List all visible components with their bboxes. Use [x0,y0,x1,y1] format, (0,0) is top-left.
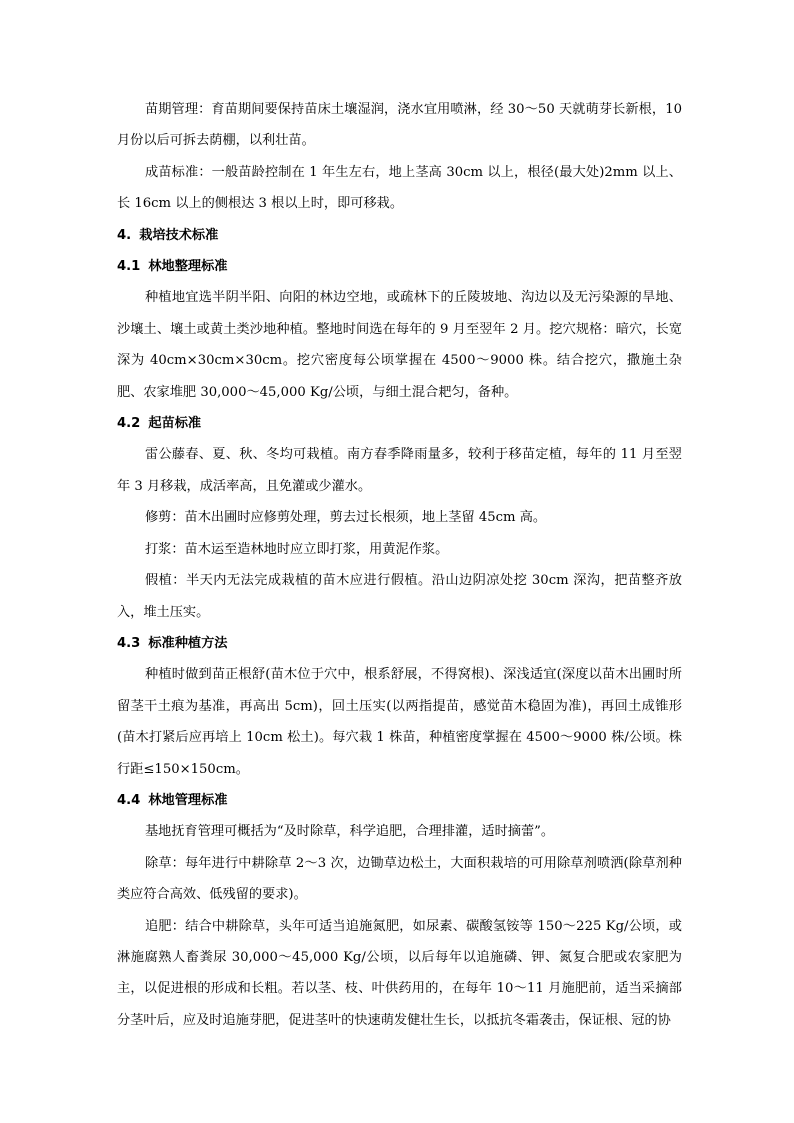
document-body [117,94,682,1036]
section-heading [117,220,682,251]
paragraph: 种植地宜选半阴半阳、向阳的林边空地，或疏林下的丘陵坡地、沟边以及无污染源的旱地、沙壤土、壤土或黄土类沙地种植。整地时间选在每年的 9 月至翌年 2 月。挖穴规格：暗穴，长宽深为 40cm×30cm×30cm。挖穴密度每公顷掌握在 4500～9000 株。结合挖穴，撒施土杂肥、农家堆肥 30,000～45,000 Kg/公顷，与细土混合耙匀，备种。 [117,290,682,400]
paragraph: 除草：每年进行中耕除草 2～3 次，边锄草边松土，大面积栽培的可用除草剂喷洒(除草剂种类应符合高效、低残留的要求)。 [117,855,682,903]
subsection-heading [117,408,682,439]
paragraph: 苗期管理：育苗期间要保持苗床土壤湿润，浇水宜用喷淋，经 30～50 天就萌芽长新根，10 月份以后可拆去荫棚，以利壮苗。 [117,102,682,149]
section-title: 林地管理标准 [148,792,228,808]
subsection-heading [117,785,682,816]
section-number: 4. [117,227,132,243]
section-number: 4.4 [117,792,141,808]
paragraph: 假植：半天内无法完成栽植的苗木应进行假植。沿山边阴凉处挖 30cm 深沟，把苗整齐放入，堆土压实。 [117,573,682,620]
paragraph: 打浆：苗木运至造林地时应立即打浆，用黄泥作浆。 [145,541,449,557]
section-number: 4.3 [117,635,141,651]
section-title: 起苗标准 [148,416,202,432]
paragraph: 雷公藤春、夏、秋、冬均可栽植。南方春季降雨量多，较利于移苗定植，每年的 11 月至翌年 3 月移栽，成活率高，且免灌或少灌水。 [117,447,682,494]
subsection-heading [117,628,682,659]
section-title: 林地整理标准 [148,259,228,275]
section-title: 栽培技术标准 [139,227,219,243]
paragraph: 种植时做到苗正根舒(苗木位于穴中，根系舒展，不得窝根)、深浅适宜(深度以苗木出圃时所留茎干土痕为基准，再高出 5cm)，回土压实(以两指提苗，感觉苗木稳固为准)，再回土成锥形(苗木打紧后应再培上 10cm 松土)。每穴栽 1 株苗，种植密度掌握在 4500～9000 株/公顷。株行距≤150×150cm。 [117,667,682,777]
section-number: 4.2 [117,416,141,432]
paragraph: 基地抚育管理可概括为“及时除草，科学追肥，合理排灌，适时摘蕾”。 [145,824,555,840]
paragraph: 追肥：结合中耕除草，头年可适当追施氮肥，如尿素、碳酸氢铵等 150～225 Kg/公顷，或淋施腐熟人畜粪尿 30,000～45,000 Kg/公顷，以后每年以追施磷、钾、氮复合肥或农家肥为主，以促进根的形成和长粗。若以茎、枝、叶供药用的，在每年 10～11 月施肥前，适当采摘部分茎叶后，应及时追施芽肥，促进茎叶的快速萌发健壮生长，以抵抗冬霜袭击，保证根、冠的协 [117,918,682,1028]
section-title: 标准种植方法 [148,635,228,651]
paragraph: 修剪：苗木出圃时应修剪处理，剪去过长根须，地上茎留 45cm 高。 [145,510,547,526]
paragraph: 成苗标准：一般苗龄控制在 1 年生左右，地上茎高 30cm 以上，根径(最大处)2mm 以上、长 16cm 以上的侧根达 3 根以上时，即可移栽。 [117,164,682,212]
section-number: 4.1 [117,259,141,275]
subsection-heading [117,251,682,282]
